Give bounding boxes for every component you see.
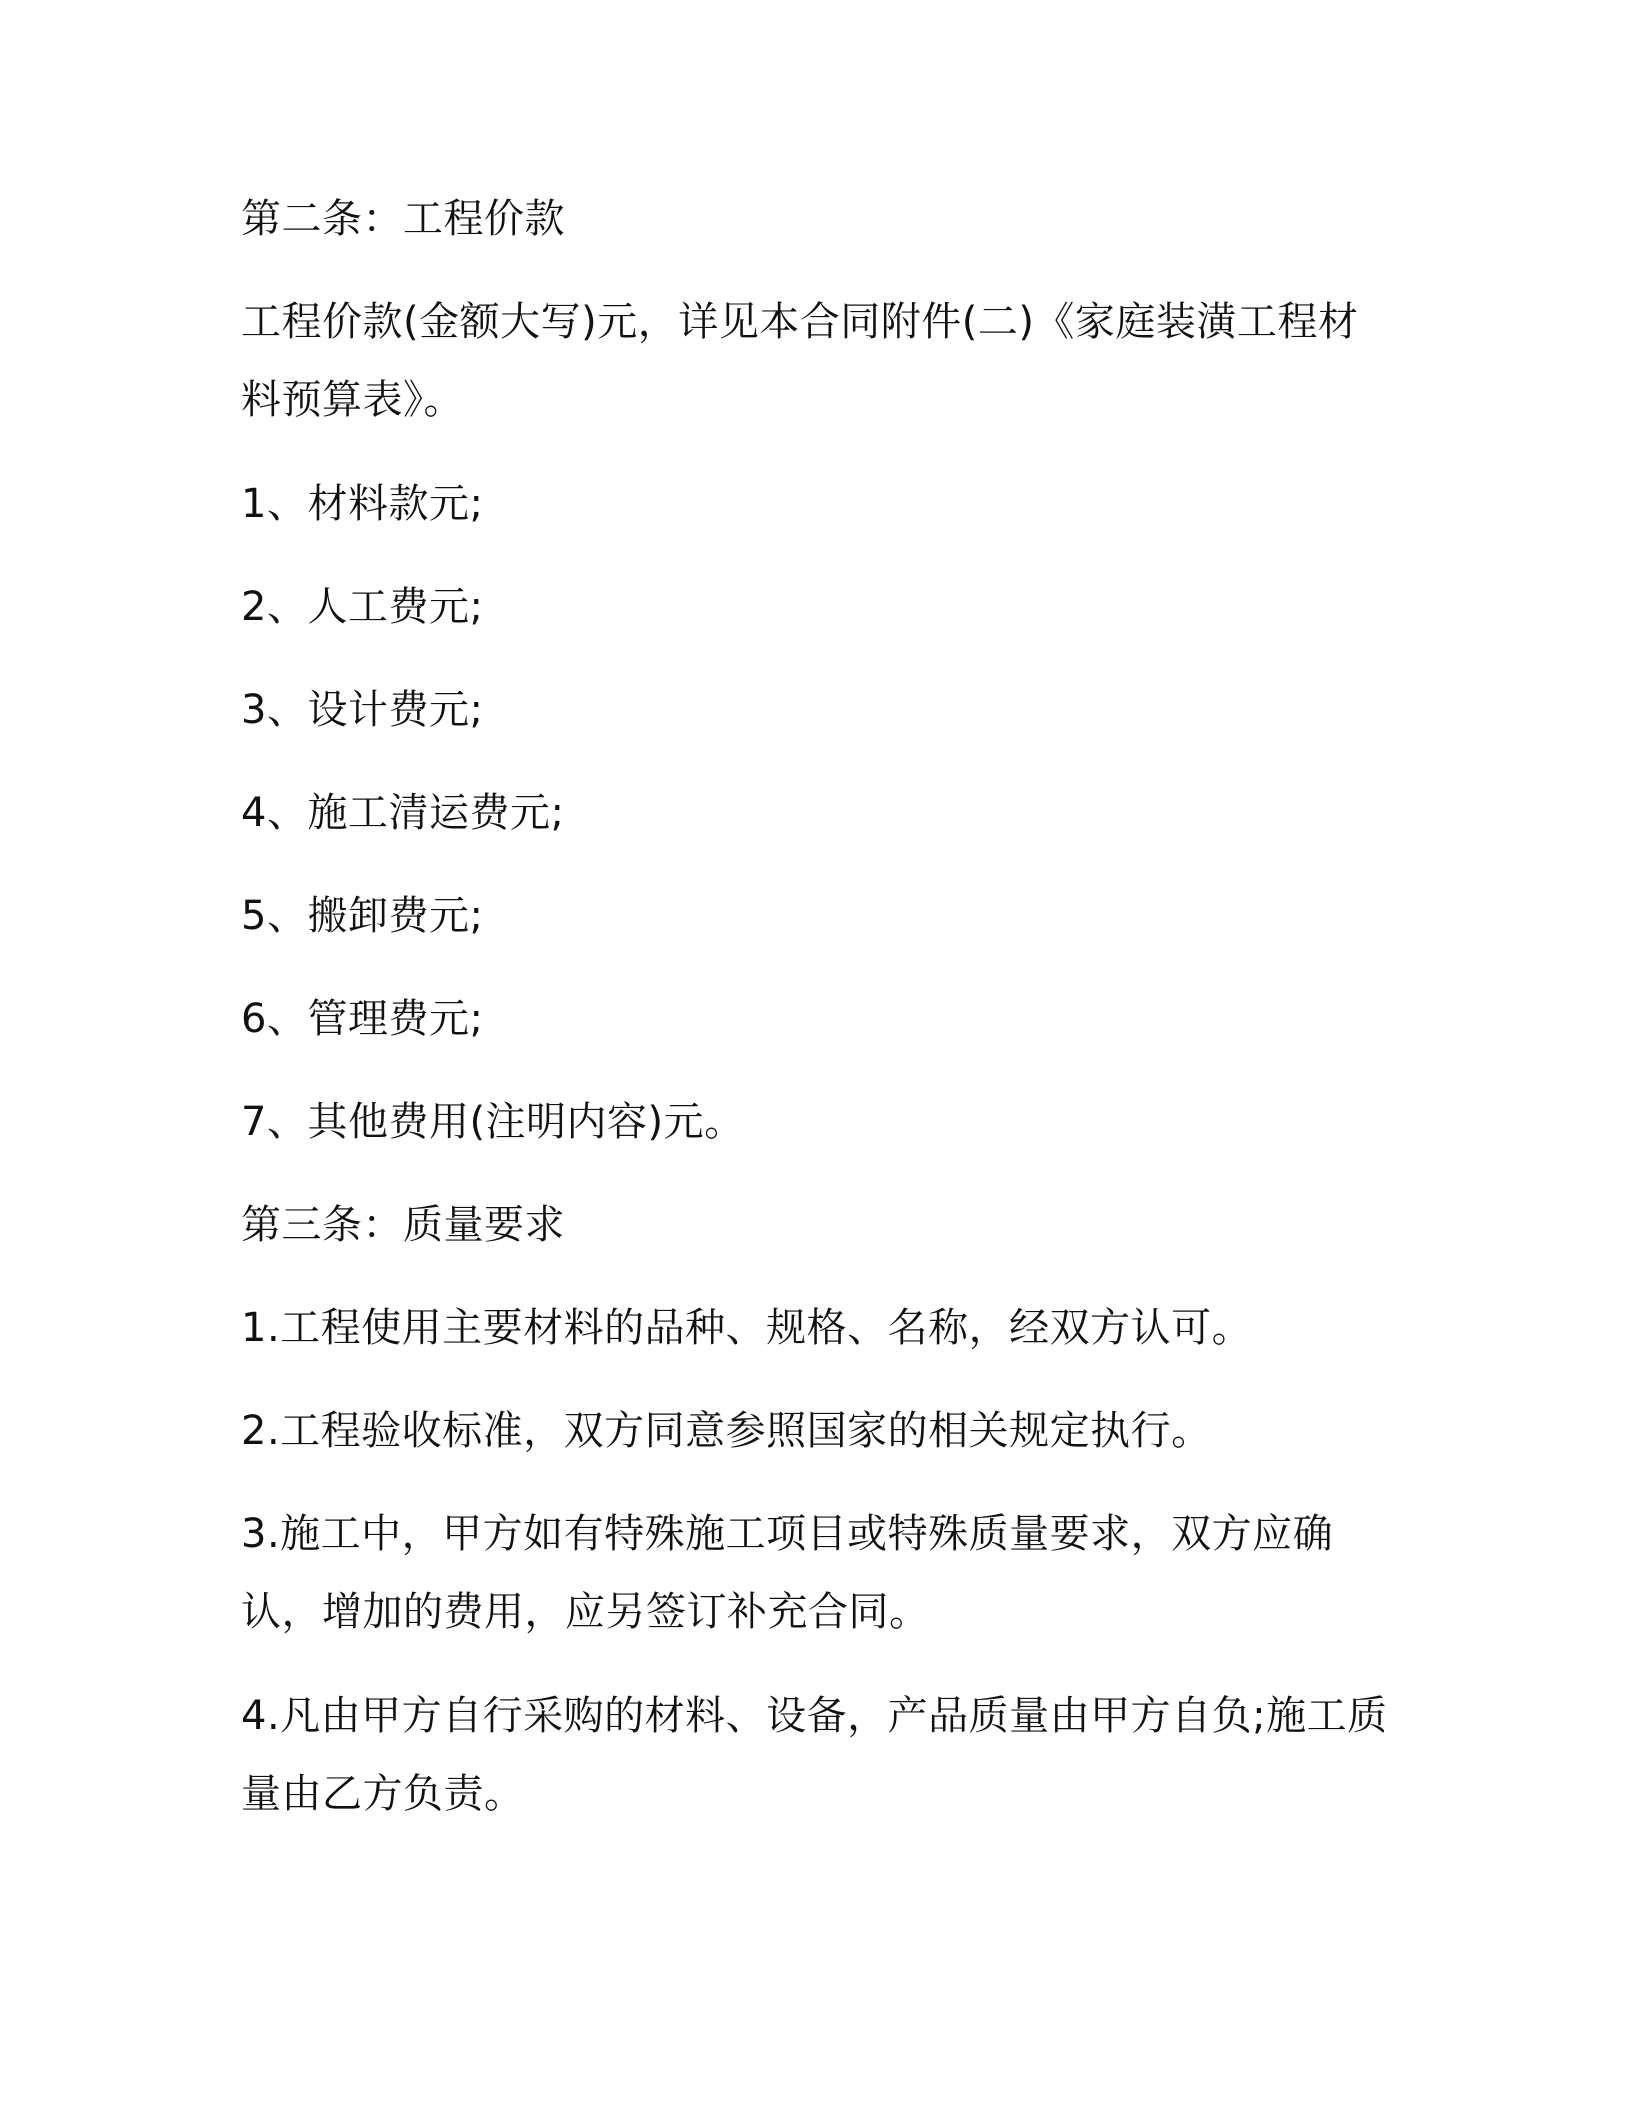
quality-clause-2: 2.工程验收标准，双方同意参照国家的相关规定执行。 [241, 1408, 1212, 1454]
list-item-material-cost: 1、材料款元; [241, 481, 484, 527]
list-item-handling-fee: 5、搬卸费元; [241, 893, 484, 939]
section-heading-article-3: 第三条：质量要求 [241, 1202, 565, 1248]
list-item-design-fee: 3、设计费元; [241, 687, 484, 733]
list-item-labor-cost: 2、人工费元; [241, 584, 484, 630]
quality-clause-1: 1.工程使用主要材料的品种、规格、名称，经双方认可。 [241, 1305, 1253, 1351]
list-item-cleanup-fee: 4、施工清运费元; [241, 790, 565, 836]
project-price-paragraph: 工程价款(金额大写)元，详见本合同附件(二)《家庭装潢工程材料预算表》。 [241, 299, 1359, 423]
list-item-other-fees: 7、其他费用(注明内容)元。 [241, 1099, 745, 1145]
section-heading-article-2: 第二条：工程价款 [241, 196, 565, 242]
quality-clause-3: 3.施工中，甲方如有特殊施工项目或特殊质量要求，双方应确认，增加的费用，应另签订补充合同。 [241, 1511, 1334, 1635]
list-item-management-fee: 6、管理费元; [241, 996, 484, 1042]
quality-clause-4: 4.凡由甲方自行采购的材料、设备，产品质量由甲方自负;施工质量由乙方负责。 [241, 1693, 1388, 1817]
